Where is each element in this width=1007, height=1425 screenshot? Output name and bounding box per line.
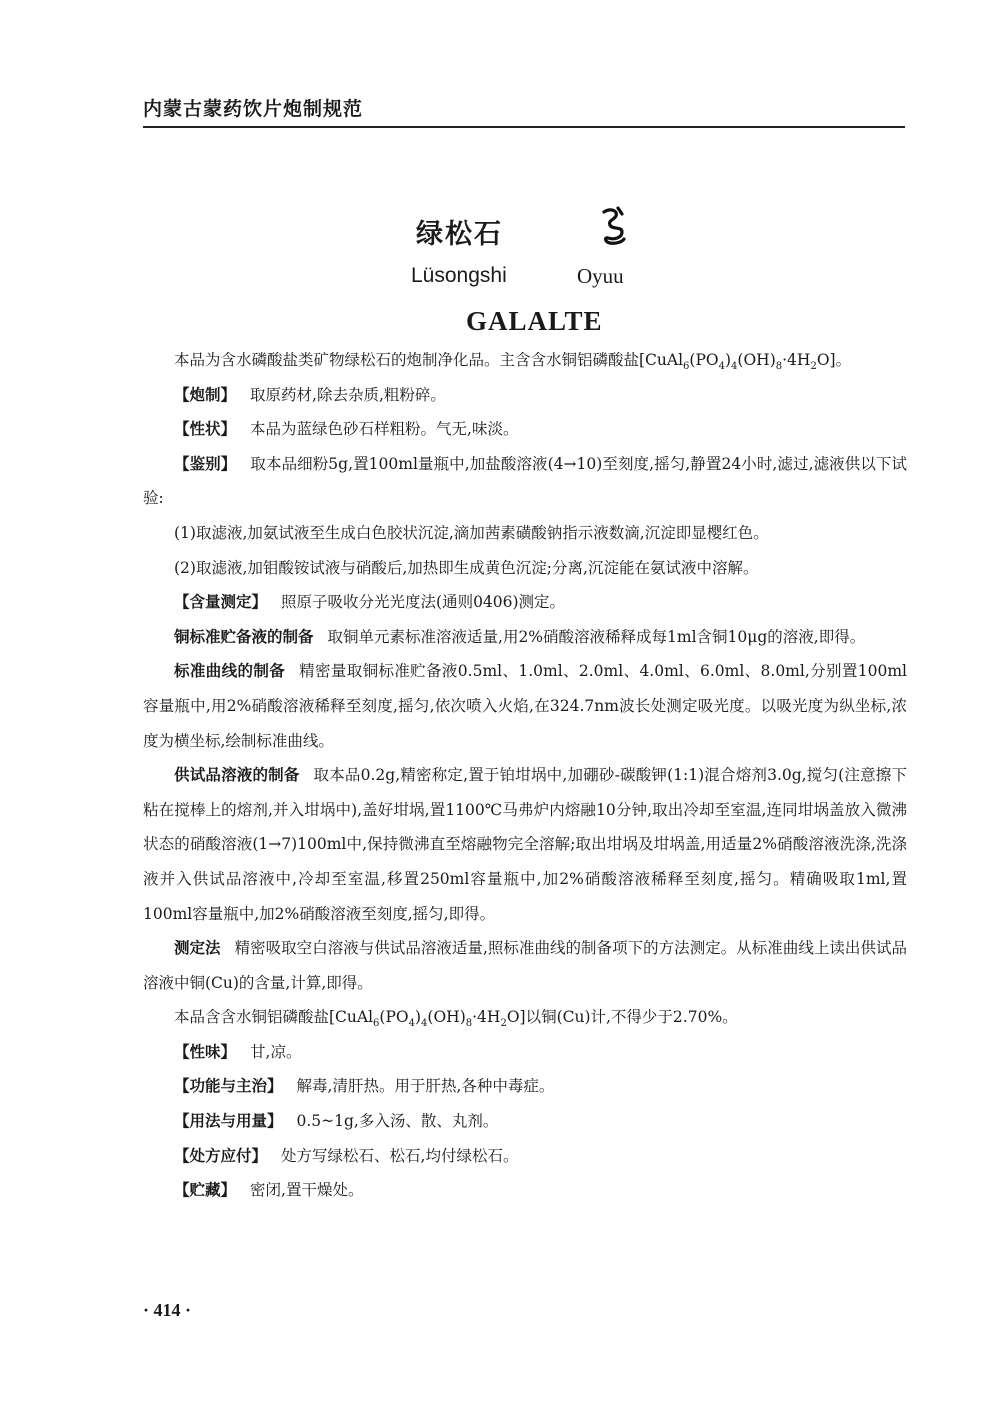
mongolian-latin-name: Oyuu <box>577 264 624 288</box>
section-description: 【性状】 本品为蓝绿色砂石样粗粉。气无,味淡。 <box>174 420 519 439</box>
section-tag: 【炮制】 <box>174 385 237 404</box>
running-header-title: 内蒙古蒙药饮片炮制规范 <box>143 98 364 120</box>
section-assay: 【含量测定】 照原子吸收分光光度法(通则0406)测定。 <box>174 593 566 612</box>
subsection-title: 供试品溶液的制备 <box>174 766 300 785</box>
subsection-title: 标准曲线的制备 <box>174 662 286 681</box>
subsection-title: 测定法 <box>174 939 221 958</box>
intro-paragraph: 本品为含水磷酸盐类矿物绿松石的炮制净化品。主含含水铜铝磷酸盐$[CuAl_6(PO_4)_4(OH)_8\cdot 4H_2O]$。 <box>174 351 852 373</box>
section-tag: 【性状】 <box>174 420 237 439</box>
section-tag: 【处方应付】 <box>174 1146 268 1165</box>
determination-paragraph: 测定法 精密吸取空白溶液与供试品溶液适量,照标准曲线的制备项下的方法测定。从标准曲线上读出供试品溶液中铜(Cu)的含量,计算,即得。 <box>143 939 907 992</box>
subsection-title: 铜标准贮备液的制备 <box>174 627 314 646</box>
monograph-body <box>143 343 907 1208</box>
section-functions: 【功能与主治】 解毒,清肝热。用于肝热,各种中毒症。 <box>174 1077 555 1096</box>
latin-name: GALALTE <box>466 306 603 336</box>
section-identification: 【鉴别】 取本品细粉5g,置100ml量瓶中,加盐酸溶液(4→10)至刻度,摇匀,静置24小时,滤过,滤液供以下试验: <box>143 454 907 508</box>
identification-test-1: (1)取滤液,加氨试液至生成白色胶状沉淀,滴加茜素磺酸钠指示液数滴,沉淀即显樱红色。 <box>174 523 769 542</box>
section-prescription: 【处方应付】 处方写绿松石、松石,均付绿松石。 <box>174 1146 519 1165</box>
section-tag: 【性味】 <box>174 1042 237 1061</box>
test-solution-paragraph: 供试品溶液的制备 取本品0.2g,精密称定,置于铂坩埚中,加硼砂-碳酸钾(1:1)混合熔剂3.0g,搅匀(注意擦下粘在搅棒上的熔剂,并入坩埚中),盖好坩埚,置1100℃马弗炉内熔融10分钟,取出冷却至室温,连同坩埚盖放入微沸状态的硝酸溶液(1→7)100ml中,保持微沸直至熔融物完全溶解;取出坩埚及坩埚盖,用适量2%硝酸溶液洗涤,洗涤液并入供试品溶液中,冷却至室温,移置250ml容量瓶中,加2%硝酸溶液稀释至刻度,摇匀。精确吸取1ml,置100ml容量瓶中,加2%硝酸溶液至刻度,摇匀,即得。 <box>143 766 907 923</box>
section-storage: 【贮藏】 密闭,置干燥处。 <box>174 1181 364 1200</box>
page-number: · 414 · <box>143 1300 192 1320</box>
section-tag: 【贮藏】 <box>174 1181 237 1200</box>
section-tag: 【功能与主治】 <box>174 1077 283 1096</box>
mongolian-script-title <box>596 206 630 246</box>
standard-curve-paragraph: 标准曲线的制备 精密量取铜标准贮备液0.5ml、1.0ml、2.0ml、4.0ml、6.0ml、8.0ml,分别置100ml容量瓶中,用2%硝酸溶液稀释至刻度,摇匀,依次喷入火焰,在324.7nm波长处测定吸光度。以吸光度为纵坐标,浓度为横坐标,绘制标准曲线。 <box>143 662 907 750</box>
section-nature-taste: 【性味】 甘,凉。 <box>174 1042 302 1061</box>
section-tag: 【鉴别】 <box>174 454 237 473</box>
section-tag: 【用法与用量】 <box>174 1112 283 1131</box>
content-limit-paragraph: 本品含含水铜铝磷酸盐$[CuAl_6(PO_4)_4(OH)_8\cdot 4H_2O]$以铜(Cu)计,不得少于2.70%。 <box>174 1008 738 1030</box>
section-tag: 【含量测定】 <box>174 593 268 612</box>
header-rule <box>143 126 905 128</box>
pinyin-name: Lüsongshi <box>411 264 507 287</box>
section-processing: 【炮制】 取原药材,除去杂质,粗粉碎。 <box>174 385 446 404</box>
identification-test-2: (2)取滤液,加钼酸铵试液与硝酸后,加热即生成黄色沉淀;分离,沉淀能在氨试液中溶解。 <box>174 558 759 577</box>
section-dosage: 【用法与用量】 0.5~1g,多入汤、散、丸剂。 <box>174 1112 499 1131</box>
stock-solution-paragraph: 铜标准贮备液的制备 取铜单元素标准溶液适量,用2%硝酸溶液稀释成每1ml含铜10μg的溶液,即得。 <box>174 627 866 646</box>
monograph-title: 绿松石 <box>416 219 503 250</box>
